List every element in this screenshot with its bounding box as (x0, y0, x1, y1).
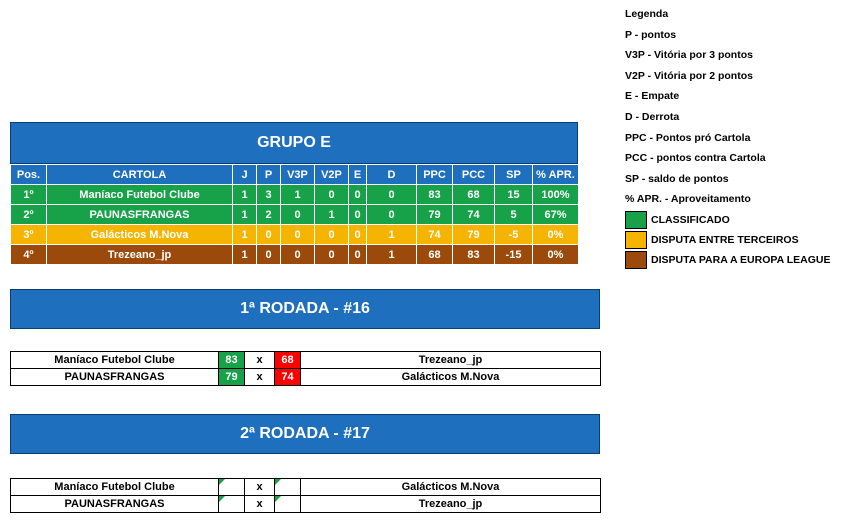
cell: 15 (495, 185, 533, 205)
legend-title: Legenda (625, 8, 669, 20)
round2-banner: 2ª RODADA - #17 (10, 414, 600, 454)
away-score[interactable]: 68 (275, 352, 301, 369)
cell: 0 (315, 185, 349, 205)
home-team: Maníaco Futebol Clube (11, 479, 219, 496)
cell: 1 (281, 185, 315, 205)
legend-status-classificado (625, 210, 868, 230)
away-team: Galácticos M.Nova (301, 479, 601, 496)
cell: 0 (349, 225, 367, 245)
cell: 79 (453, 225, 495, 245)
home-score[interactable]: 83 (219, 352, 245, 369)
legend-item: V3P - Vitória por 3 pontos (625, 49, 753, 62)
cell: 0 (367, 185, 417, 205)
cell: 74 (417, 225, 453, 245)
cell: 0% (533, 245, 579, 265)
cell: 1 (233, 245, 257, 265)
away-score[interactable]: 74 (275, 369, 301, 386)
cell: 67% (533, 205, 579, 225)
away-team: Trezeano_jp (301, 352, 601, 369)
col-header: PPC (417, 165, 453, 185)
legend-status-label: CLASSIFICADO (651, 213, 730, 226)
legend-status-label: DISPUTA ENTRE TERCEIROS (651, 233, 799, 246)
cell: 74 (453, 205, 495, 225)
cell: 1 (233, 205, 257, 225)
home-team: PAUNASFRANGAS (11, 496, 219, 513)
versus-sep: x (245, 496, 275, 513)
cell: 0 (315, 225, 349, 245)
cell: 0% (533, 225, 579, 245)
cell: Galácticos M.Nova (47, 225, 233, 245)
round1-matches (10, 351, 601, 386)
col-header: Pos. (11, 165, 47, 185)
versus-sep: x (245, 479, 275, 496)
legend-item: SP - saldo de pontos (625, 172, 729, 185)
match-row (11, 479, 601, 496)
legend-status-europa (625, 250, 868, 270)
home-score[interactable] (219, 496, 245, 513)
cell: 100% (533, 185, 579, 205)
legend (625, 4, 868, 270)
cell: 0 (281, 205, 315, 225)
cell: 68 (453, 185, 495, 205)
legend-item: % APR. - Aproveitamento (625, 193, 751, 206)
match-row (11, 369, 601, 386)
table-row (11, 225, 579, 245)
away-team: Trezeano_jp (301, 496, 601, 513)
table-header-row (11, 165, 579, 185)
legend-item: D - Derrota (625, 110, 680, 123)
match-row (11, 352, 601, 369)
home-team: Maníaco Futebol Clube (11, 352, 219, 369)
cell: 0 (315, 245, 349, 265)
status-swatch (625, 211, 647, 229)
cell: 0 (281, 245, 315, 265)
versus-sep: x (245, 352, 275, 369)
cell: 0 (367, 205, 417, 225)
table-row (11, 245, 579, 265)
legend-status-terceiros (625, 230, 868, 250)
legend-item: PCC - pontos contra Cartola (625, 152, 766, 165)
cell: 0 (257, 225, 281, 245)
cell: 2 (257, 205, 281, 225)
col-header: J (233, 165, 257, 185)
col-header: D (367, 165, 417, 185)
home-score[interactable]: 79 (219, 369, 245, 386)
match-row (11, 496, 601, 513)
cell: 0 (349, 185, 367, 205)
legend-item: PPC - Pontos pró Cartola (625, 131, 751, 144)
col-header: V2P (315, 165, 349, 185)
table-row (11, 205, 579, 225)
col-header: E (349, 165, 367, 185)
col-header: SP (495, 165, 533, 185)
status-swatch (625, 251, 647, 269)
versus-sep: x (245, 369, 275, 386)
cell: 3º (11, 225, 47, 245)
legend-item: P - pontos (625, 28, 677, 41)
cell: -5 (495, 225, 533, 245)
status-swatch (625, 231, 647, 249)
cell: 5 (495, 205, 533, 225)
cell: 1 (233, 225, 257, 245)
cell: 2º (11, 205, 47, 225)
group-title: GRUPO E (10, 122, 578, 164)
cell: 0 (281, 225, 315, 245)
table-row (11, 185, 579, 205)
cell: 4º (11, 245, 47, 265)
round1-banner: 1ª RODADA - #16 (10, 289, 600, 329)
col-header: PCC (453, 165, 495, 185)
cell: 1 (315, 205, 349, 225)
cell: 0 (349, 205, 367, 225)
cell: 1º (11, 185, 47, 205)
cell: 1 (367, 245, 417, 265)
cell: 83 (417, 185, 453, 205)
col-header: % APR. (533, 165, 579, 185)
legend-item: E - Empate (625, 90, 680, 103)
cell: 79 (417, 205, 453, 225)
cell: 0 (349, 245, 367, 265)
away-score[interactable] (275, 496, 301, 513)
cell: PAUNASFRANGAS (47, 205, 233, 225)
cell: 0 (257, 245, 281, 265)
cell: 1 (233, 185, 257, 205)
round2-matches (10, 478, 601, 513)
cell: 68 (417, 245, 453, 265)
col-header: V3P (281, 165, 315, 185)
away-score[interactable] (275, 479, 301, 496)
cell: Maníaco Futebol Clube (47, 185, 233, 205)
home-score[interactable] (219, 479, 245, 496)
cell: 1 (367, 225, 417, 245)
col-header: CARTOLA (47, 165, 233, 185)
standings-table (10, 164, 579, 265)
legend-item: V2P - Vitória por 2 pontos (625, 69, 753, 82)
cell: -15 (495, 245, 533, 265)
legend-status-label: DISPUTA PARA A EUROPA LEAGUE (651, 253, 831, 266)
cell: 83 (453, 245, 495, 265)
cell: Trezeano_jp (47, 245, 233, 265)
away-team: Galácticos M.Nova (301, 369, 601, 386)
cell: 3 (257, 185, 281, 205)
col-header: P (257, 165, 281, 185)
home-team: PAUNASFRANGAS (11, 369, 219, 386)
